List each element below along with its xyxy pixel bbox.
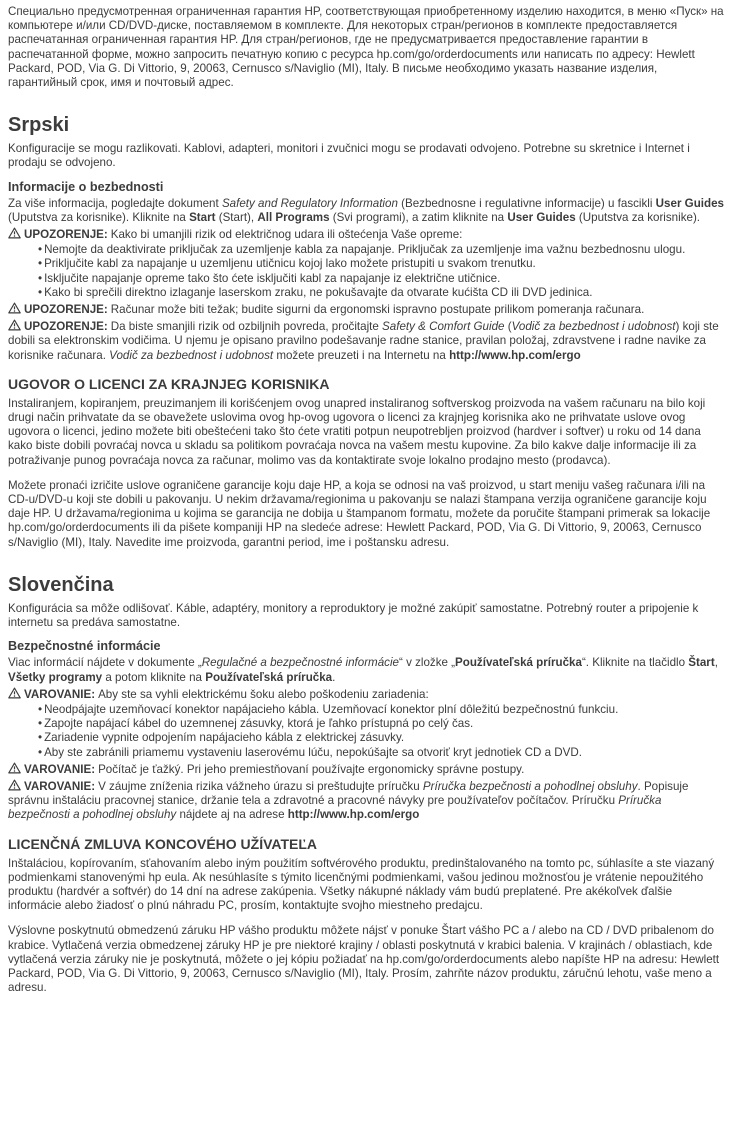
warning-bullets <box>8 243 724 300</box>
warning <box>8 319 724 363</box>
bullet-item <box>38 272 724 286</box>
section-title-srpski: Srpski <box>8 114 70 137</box>
text-segment: (Start), <box>215 210 258 224</box>
text-segment: Všetky programy <box>8 670 103 684</box>
bullet-text: Zapojte napájací kábel do uzemnenej zásuvky, ktorá je ľahko prístupná po celý čas. <box>44 717 474 731</box>
warning-icon <box>8 687 21 699</box>
text-segment: Za više informacija, pogledajte dokument <box>8 196 222 210</box>
text-segment: Vodič za bezbednost i udobnost <box>511 320 676 334</box>
text-segment: . <box>332 670 336 684</box>
warning-label: UPOZORENJE: <box>24 228 108 242</box>
eula-paragraph: Instaliranjem, kopiranjem, preuzimanjem ili korišćenjem ovog unapred instaliranog softverskog proizvoda na vašem računaru na bilo koji drugi način prihvatate da se obavežete uslovima ovog hp-ovog ugovora o licenci za krajnjeg korisnika ako ne prihvatate uslove ovog ugovora o licenci, jedino možete biti obeštećeni tako što ćete vratiti potpun neupotrebljen proizvod (hardver i softver) u roku od 14 dana kako biste dobili povraćaj novca u skladu sa politikom povraćaja novca na vašem mestu kupovine. Za bilo kakve dalje informacije ili za potraživanje punog povraćaja novca za računar, molimo vas da kontaktirate svoje lokalno prodajno mesto (prodavca). <box>8 396 706 467</box>
text-segment: Príručka bezpečnosti a pohodlnej obsluhy <box>422 779 638 793</box>
text-segment: nájdete aj na adrese <box>176 808 288 822</box>
warning <box>8 779 724 823</box>
text-segment: Viac informácií nájdete v dokumente „ <box>8 656 202 670</box>
bullet-item <box>38 286 724 300</box>
russian-warranty-paragraph: Специально предусмотренная ограниченная гарантия HP, соответствующая приобретенному изделию находится, в меню «Пуск» на компьютере и/или CD/DVD-диске, поставляемом в комплекте. Для некоторых стран/регионов в комплекте предоставляется распечатанная ограниченная гарантия HP. Для стран/регионов, где не предусматривается предоставление гарантии в распечатанной форме, можно запросить печатную копию с ресурса hp.com/go/orderdocuments или написать по адресу: Hewlett Packard, POD, Via G. Di Vittorio, 9, 20063, Cernusco s/Naviglio (MI), Italy. В письме необходимо указать название изделия, гарантийный срок, имя и почтовый адрес. <box>8 5 724 90</box>
bullet-text: Nemojte da deaktivirate priključak za uzemljenje kabla za napajanje. Priključak za uzemljenje ima važnu bezbednosnu ulogu. <box>44 243 686 257</box>
text-segment: “ v zložke „ <box>398 656 456 670</box>
text-segment: Príručka bezpečnosti a pohodlnej obsluhy <box>8 794 662 822</box>
text-segment: Start <box>189 210 216 224</box>
warning-bullets <box>8 703 724 760</box>
warning <box>8 762 724 777</box>
warning-label: UPOZORENJE: <box>24 303 108 317</box>
text-segment: All Programs <box>257 210 330 224</box>
bullet-text: Zariadenie vypnite odpojením napájacieho kábla z elektrickej zásuvky. <box>44 731 405 745</box>
section-title-slovencina: Slovenčina <box>8 573 114 596</box>
warning-text <box>8 320 719 361</box>
warning-label: VAROVANIE: <box>24 762 96 776</box>
warning <box>8 302 724 317</box>
warning-icon <box>8 302 21 314</box>
eula-paragraph: Inštaláciou, kopírovaním, sťahovaním alebo iným použitím softvérového produktu, predinštalovaného na tomto pc, súhlasíte a ste viazaný podmienkami stanovenými hp eula. Ak nesúhlasíte s týmito licenčnými podmienkami, vašou jedinou možnosťou je vrátenie nepoužitého produktu (hardvér a softvér) do 14 dní na adrese zakúpenia. Všetky nákupné náklady vám budú preplatené. Pre akékoľvek ďalšie informácie alebo žiadosť o plnú náhradu PC, prosím, kontaktujte svojho miestneho predajcu. <box>8 856 715 913</box>
eula-heading: UGOVOR O LICENCI ZA KRAJNJEG KORISNIKA <box>8 375 330 392</box>
text-segment: Regulačné a bezpečnostné informácie <box>201 656 399 670</box>
bullet-item <box>38 717 724 731</box>
text-segment: . Popisuje správnu inštaláciu pracovnej stanice, držanie tela a zdravotné a pracovné návyky pre používateľov počítačov. Príručku <box>8 779 689 808</box>
bullet-text: Aby ste zabránili priamemu vystaveniu laserovému lúču, nepokúšajte sa otvoriť kryt jednotiek CD a DVD. <box>44 745 582 759</box>
warning-text <box>8 780 688 821</box>
text-segment: Kako bi umanjili rizik od električnog udara ili oštećenja Vaše opreme: <box>110 228 463 242</box>
text-segment: ( <box>504 320 512 334</box>
text-segment: Safety and Regulatory Information <box>221 196 398 210</box>
section-intro: Konfigurácia sa môže odlišovať. Káble, adaptéry, monitory a reproduktory je možné zakúpiť samostatne. Potrebný router a pripojenie k internetu sa predáva samostatne. <box>8 601 699 630</box>
warning-icon <box>8 762 21 774</box>
text-segment: User Guides <box>655 196 724 210</box>
text-segment: Používateľská príručka <box>455 656 582 670</box>
warning-text <box>98 763 524 776</box>
warning-label: UPOZORENJE: <box>24 320 108 334</box>
eula-paragraph: Možete pronaći izričite uslove ograničene garancije koju daje HP, a koja se odnosi na vaš proizvod, u start meniju vašeg računara i/ili na CD-u/DVD-u koji ste dobili u pakovanju. U nekim državama/regionima u pakovanju se nalazi štampana verzija ograničene garancije koju daje HP. U državama/regionima u kojima se garancija ne dobija u štampanom formatu, možete da poručite štampani primerak sa lokacije hp.com/go/orderdocuments ili da pišete kompaniji HP na sledeće adrese: Hewlett Packard, POD, Via G. Di Vittorio, 9, 20063, Cernusco s/Naviglio (MI), Italy. Navedite ime proizvoda, garantni period, ime i poštansku adresu. <box>8 478 711 549</box>
bullet-item <box>38 257 724 271</box>
text-segment: možete preuzeti i na Internetu na <box>273 348 450 362</box>
text-segment: Vodič za bezbednost i udobnost <box>109 348 274 362</box>
warning <box>8 687 724 702</box>
text-segment: ) koji ste dobili sa elektronskim vodičima. U njemu je opisano pravilno podešavanje radne stanice, pravilan položaj, zdravstvene i radne navike za korisnike računara. <box>8 320 719 362</box>
warning-text <box>98 688 429 701</box>
eula-paragraph: Výslovne poskytnutú obmedzenú záruku HP vášho produktu môžete nájsť v ponuke Štart vášho PC a / alebo na CD / DVD pribalenom do krabice. Vytlačená verzia obmedzenej záruky HP je pre niektoré krajiny / oblasti poskytnutá v krabici balenia. V krajinách / oblastiach, kde vytlačená verzia záruky nie je poskytnutá, môžete o jej kópiu požiadať na hp.com/go/orderdocuments alebo napíšte HP na adresu: Hewlett Packard, POD, Via G. Di Vittorio, 9, 20063, Cernusco s/Naviglio (MI), Italy. Prosím, zahrňte názov produktu, záručnú lehotu, vaše meno a adresu. <box>8 924 720 995</box>
eula-heading: LICENČNÁ ZMLUVA KONCOVÉHO UŽÍVATEĽA <box>8 835 318 852</box>
text-segment: Počítač je ťažký. Pri jeho premiestňovaní používajte ergonomicky správne postupy. <box>98 762 525 776</box>
bullet-text: Priključite kabl za napajanje u uzemljenu utičnicu kojoj lako možete pristupiti u svakom trenutku. <box>44 257 536 271</box>
text-segment: Safety & Comfort Guide <box>382 320 505 334</box>
text-segment: (Uputstva za korisnike). <box>575 210 701 224</box>
bullet-item <box>38 731 724 745</box>
safety-body <box>8 197 724 225</box>
text-segment: User Guides <box>507 210 576 224</box>
bullet-item <box>38 243 724 257</box>
text-segment: (Svi programi), a zatim kliknite na <box>329 210 508 224</box>
text-segment: http://www.hp.com/ergo <box>449 348 581 362</box>
safety-heading: Bezpečnostné informácie <box>8 639 161 654</box>
warning-text <box>111 303 645 316</box>
text-segment: Štart <box>688 656 715 670</box>
text-segment: V záujme zníženia rizika vážneho úrazu si preštudujte príručku <box>98 779 423 793</box>
safety-heading: Informacije o bezbednosti <box>8 179 164 194</box>
safety-body <box>8 656 724 684</box>
warning-text <box>111 228 463 241</box>
warning-label: VAROVANIE: <box>24 687 96 701</box>
text-segment: Aby ste sa vyhli elektrickému šoku alebo poškodeniu zariadenia: <box>98 687 429 701</box>
text-segment: Da biste smanjili rizik od ozbiljnih povreda, pročitajte <box>110 320 383 334</box>
text-segment: http://www.hp.com/ergo <box>287 808 420 822</box>
bullet-item <box>38 703 724 717</box>
text-segment: (Bezbednosne i regulativne informacije) u fascikli <box>397 196 656 210</box>
section-intro: Konfiguracije se mogu razlikovati. Kablovi, adapteri, monitori i zvučnici mogu se prodavati odvojeno. Potrebne su skretnice i Internet i prodaju se odvojeno. <box>8 142 690 170</box>
text-segment: Računar može biti težak; budite sigurni da ergonomski ispravno postupate prilikom pomeranja računara. <box>110 303 645 317</box>
text-segment: Používateľská príručka <box>205 670 333 684</box>
warning-icon <box>8 319 21 331</box>
warning <box>8 227 724 242</box>
bullet-text: Neodpájajte uzemňovací konektor napájacieho kábla. Uzemňovací konektor plní dôležitú bezpečnostnú funkciu. <box>44 702 619 716</box>
bullet-text: Kako bi sprečili direktno izlaganje laserskom zraku, ne pokušavajte da otvarate kućišta CD ili DVD jedinica. <box>44 285 593 299</box>
text-segment: a potom kliknite na <box>102 670 206 684</box>
warning-icon <box>8 227 21 239</box>
bullet-item <box>38 746 724 760</box>
warning-label: VAROVANIE: <box>24 779 96 793</box>
warning-icon <box>8 779 21 791</box>
text-segment: , <box>714 656 718 670</box>
text-segment: “. Kliknite na tlačidlo <box>581 656 689 670</box>
text-segment: (Uputstva za korisnike). Kliknite na <box>8 210 190 224</box>
bullet-text: Isključite napajanje opreme tako što ćete isključiti kabl za napajanje iz električne utičnice. <box>44 271 501 285</box>
